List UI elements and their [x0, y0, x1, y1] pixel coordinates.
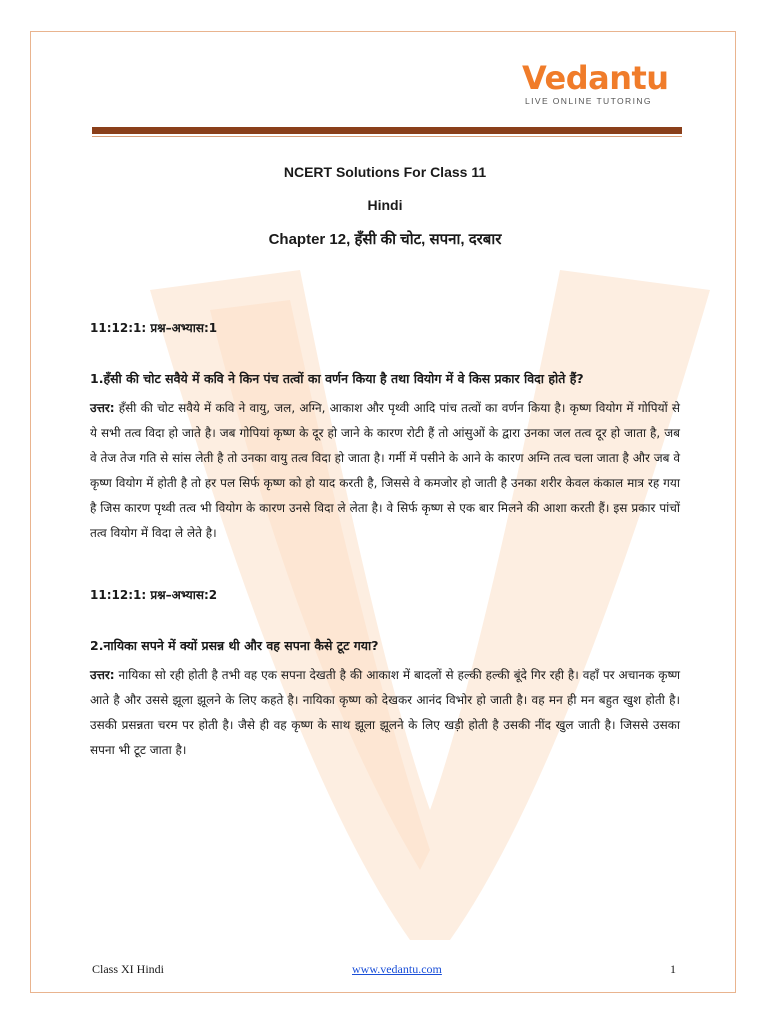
- header-rule: [92, 127, 682, 134]
- chapter-title: Chapter 12, हँसी की चोट, सपना, दरबार: [268, 231, 502, 248]
- document-body: [90, 158, 680, 763]
- answer-text: [90, 663, 680, 763]
- footer-class-label: Class XI Hindi: [92, 962, 164, 976]
- page-number: 1: [670, 962, 676, 976]
- header-rule-thin: [92, 136, 682, 137]
- document-subject: Hindi: [367, 197, 403, 213]
- answer-text: [90, 396, 680, 546]
- question-ref: 11:12:1: प्रश्न–अभ्यास:1: [90, 321, 218, 335]
- answer-label: उत्तर:: [90, 668, 115, 682]
- answer-body: नायिका सो रही होती है तभी वह एक सपना देखती है की आकाश में बादलों से हल्की हल्की बूंदे गिर रही है। वहाँ पर अचानक कृष्ण आते है और उससे झूला झूलने के लिए कहते है। नायिका कृष्ण को देखकर आनंद विभोर हो जाती है। वह मन ही मन बहुत खुश होती है। उसकी प्रसन्नता चरम पर होती है। जैसे ही वह कृष्ण के साथ झूला झूलने के लिए खड़ी होती है उसकी नींद खुल जाती है। जिससे उसका सपना भी टूट जाता है।: [90, 668, 680, 757]
- answer-body: हँसी की चोट सवैये में कवि ने वायु, जल, अग्नि, आकाश और पृथ्वी आदि पांच तत्वों का वर्णन किया है। कृष्ण वियोग में गोपियों से ये सभी तत्व विदा हो जाते है। जब गोपियां कृष्ण के दूर हो जाने के कारण रोटी हैं तो आंसुओं के द्वारा उनका जल तत्व दूर हो जाता है, जब वे तेज तेज गति से सांस लेती है तो उनका वायु तत्व विदा हो जाता है। गर्मी में पसीने के आने के कारण अग्नि तत्व चला जाता है और जब वे कृष्ण वियोग में होती है तो हर पल सिर्फ कृष्ण को हो याद करती है, जिससे वे कमजोर हो जाती है उनका शरीर केवल कंकाल मात्र रह गया है जिस कारण पृथ्वी तत्व भी वियोग के कारण उनसे विदा ले लेता है। वे सिर्फ कृष्ण से एक बार मिलने की आशा करती हैं। इस प्रकार पांचों तत्व वियोग में विदा ले लेते है।: [90, 401, 680, 540]
- document-title: NCERT Solutions For Class 11: [283, 164, 487, 180]
- logo-tagline: LIVE ONLINE TUTORING: [525, 96, 652, 106]
- logo-wordmark: Vedantu: [522, 59, 669, 97]
- question-text: 1.हँसी की चोट सवैये में कवि ने किन पंच तत्वों का वर्णन किया है तथा वियोग में वे किस प्रकार विदा होते हैं?: [90, 371, 584, 386]
- answer-label: उत्तर:: [90, 401, 115, 415]
- footer-website-link[interactable]: www.vedantu.com: [352, 962, 442, 976]
- vedantu-logo: [522, 60, 672, 106]
- question-text: 2.नायिका सपने में क्यों प्रसन्न थी और वह सपना कैसे टूट गया?: [90, 638, 379, 653]
- question-ref: 11:12:1: प्रश्न–अभ्यास:2: [90, 588, 218, 602]
